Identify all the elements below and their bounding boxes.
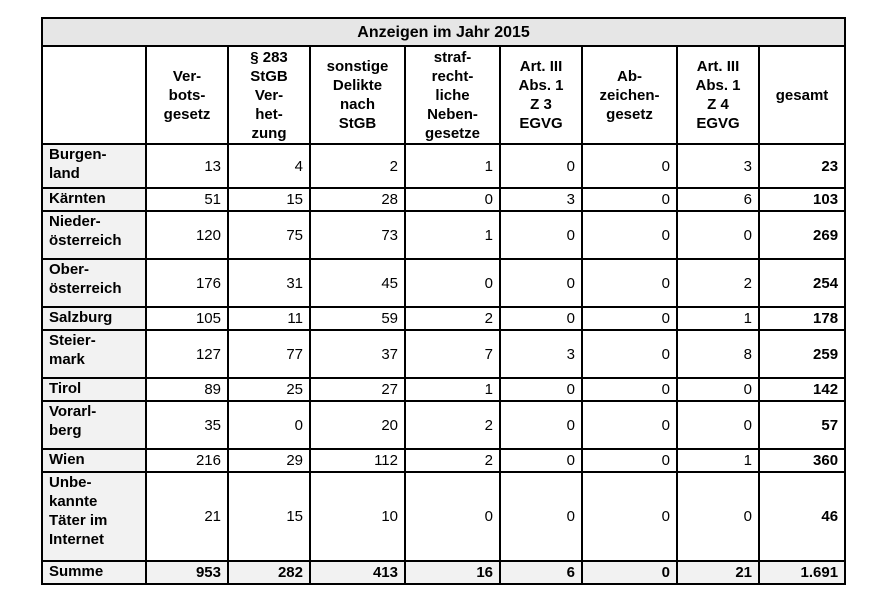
value-cell: 28 [310,188,405,211]
value-cell: 120 [146,211,228,259]
row-label: Steier- mark [42,330,146,378]
value-cell: 1 [405,144,500,188]
value-cell: 176 [146,259,228,307]
sum-cell: 21 [677,561,759,584]
header-row [42,46,845,144]
row-label: Nieder- österreich [42,211,146,259]
value-cell: 1 [405,378,500,401]
header-abzeichengesetz: Ab- zeichen- gesetz [582,46,677,144]
table-row [42,188,845,211]
header-gesamt: gesamt [759,46,845,144]
value-cell: 20 [310,401,405,449]
value-cell: 0 [677,401,759,449]
value-cell: 105 [146,307,228,330]
row-total-cell: 103 [759,188,845,211]
table-row [42,449,845,472]
value-cell: 1 [405,211,500,259]
sum-cell: 16 [405,561,500,584]
value-cell: 3 [677,144,759,188]
value-cell: 2 [405,307,500,330]
header-egvg-z3: Art. III Abs. 1 Z 3 EGVG [500,46,582,144]
table-row [42,259,845,307]
row-total-cell: 46 [759,472,845,561]
sum-cell: 413 [310,561,405,584]
sum-label: Summe [42,561,146,584]
row-total-cell: 269 [759,211,845,259]
value-cell: 2 [310,144,405,188]
value-cell: 0 [500,144,582,188]
value-cell: 0 [405,188,500,211]
row-label: Salzburg [42,307,146,330]
table-title: Anzeigen im Jahr 2015 [42,18,845,46]
value-cell: 25 [228,378,310,401]
value-cell: 0 [582,330,677,378]
value-cell: 0 [582,449,677,472]
value-cell: 77 [228,330,310,378]
value-cell: 0 [500,378,582,401]
row-label: Wien [42,449,146,472]
value-cell: 0 [677,378,759,401]
value-cell: 0 [405,259,500,307]
header-nebengesetze: straf- recht- liche Neben- gesetze [405,46,500,144]
header-sonstige-delikte: sonstige Delikte nach StGB [310,46,405,144]
value-cell: 127 [146,330,228,378]
value-cell: 3 [500,330,582,378]
value-cell: 0 [500,401,582,449]
table-row [42,144,845,188]
table-row [42,307,845,330]
sum-total-cell: 1.691 [759,561,845,584]
value-cell: 8 [677,330,759,378]
table-body [42,144,845,584]
value-cell: 89 [146,378,228,401]
value-cell: 45 [310,259,405,307]
value-cell: 2 [405,449,500,472]
value-cell: 15 [228,188,310,211]
row-total-cell: 178 [759,307,845,330]
title-row [42,18,845,46]
value-cell: 6 [677,188,759,211]
value-cell: 1 [677,449,759,472]
sum-cell: 0 [582,561,677,584]
value-cell: 0 [582,378,677,401]
value-cell: 2 [677,259,759,307]
row-label: Ober- österreich [42,259,146,307]
value-cell: 0 [228,401,310,449]
value-cell: 1 [677,307,759,330]
value-cell: 21 [146,472,228,561]
value-cell: 0 [582,307,677,330]
value-cell: 31 [228,259,310,307]
value-cell: 0 [500,211,582,259]
row-total-cell: 254 [759,259,845,307]
value-cell: 3 [500,188,582,211]
value-cell: 7 [405,330,500,378]
statistics-table [41,17,846,585]
value-cell: 0 [582,259,677,307]
row-total-cell: 259 [759,330,845,378]
value-cell: 0 [500,259,582,307]
header-verhetzung: § 283 StGB Ver- het- zung [228,46,310,144]
value-cell: 0 [582,472,677,561]
row-label: Unbe- kannte Täter im Internet [42,472,146,561]
row-label: Burgen- land [42,144,146,188]
row-total-cell: 23 [759,144,845,188]
table-row [42,378,845,401]
row-label: Kärnten [42,188,146,211]
row-total-cell: 360 [759,449,845,472]
sum-cell: 282 [228,561,310,584]
value-cell: 0 [582,144,677,188]
header-egvg-z4: Art. III Abs. 1 Z 4 EGVG [677,46,759,144]
value-cell: 0 [500,307,582,330]
value-cell: 4 [228,144,310,188]
value-cell: 27 [310,378,405,401]
value-cell: 73 [310,211,405,259]
row-total-cell: 142 [759,378,845,401]
table-row [42,401,845,449]
sum-cell: 953 [146,561,228,584]
value-cell: 15 [228,472,310,561]
table-row [42,211,845,259]
table-row [42,472,845,561]
value-cell: 0 [405,472,500,561]
value-cell: 0 [500,449,582,472]
sum-row [42,561,845,584]
header-verbotsgesetz: Ver- bots- gesetz [146,46,228,144]
value-cell: 13 [146,144,228,188]
row-label: Vorarl- berg [42,401,146,449]
value-cell: 11 [228,307,310,330]
value-cell: 2 [405,401,500,449]
value-cell: 29 [228,449,310,472]
row-label: Tirol [42,378,146,401]
value-cell: 51 [146,188,228,211]
value-cell: 0 [582,188,677,211]
sum-cell: 6 [500,561,582,584]
value-cell: 0 [582,211,677,259]
value-cell: 59 [310,307,405,330]
value-cell: 35 [146,401,228,449]
value-cell: 216 [146,449,228,472]
table-row [42,330,845,378]
value-cell: 75 [228,211,310,259]
value-cell: 0 [500,472,582,561]
value-cell: 112 [310,449,405,472]
value-cell: 0 [677,472,759,561]
row-total-cell: 57 [759,401,845,449]
value-cell: 0 [582,401,677,449]
header-corner [42,46,146,144]
value-cell: 37 [310,330,405,378]
value-cell: 10 [310,472,405,561]
value-cell: 0 [677,211,759,259]
